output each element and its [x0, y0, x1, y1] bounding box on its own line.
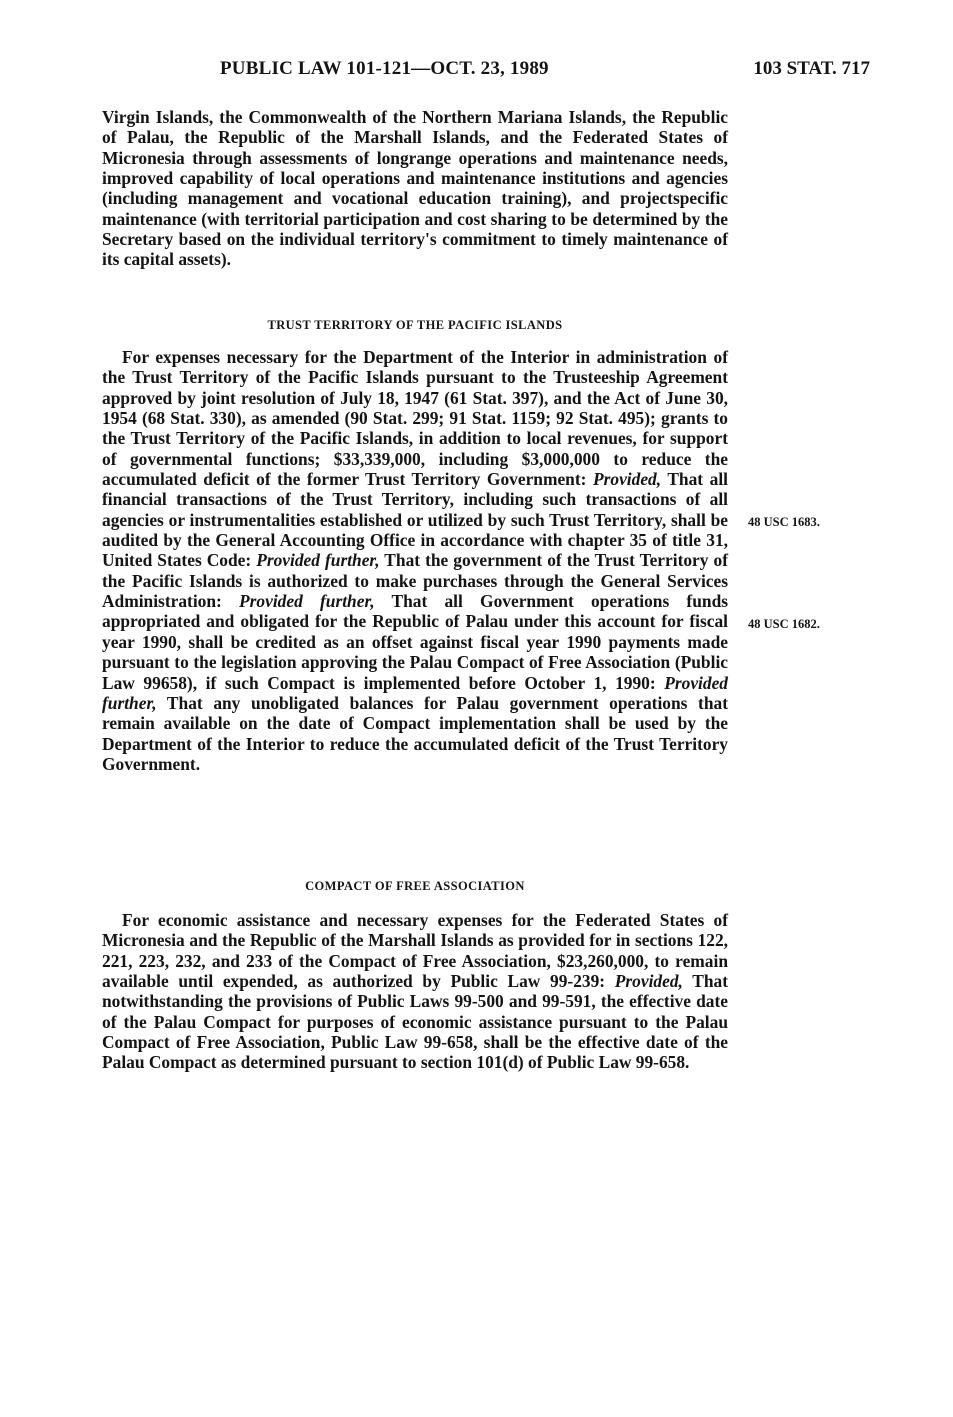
section-heading-compact: COMPACT OF FREE ASSOCIATION — [305, 879, 525, 893]
paragraph-text: Virgin Islands, the Commonwealth of the Northern Mariana Islands, the Republic of Palau, the Republic of the Marshall Islands, and the Federated States of Micronesia through assessments of longrange operations and maintenance needs, improved capability of local operations and maintenance institutions and agencies (including management and vocational education training), and projectspecific maintenance (with territorial participation and cost sharing to be determined by the Secretary based on the individual territory's commitment to timely maintenance of its capital assets). — [102, 107, 728, 270]
paragraph-compact — [102, 910, 728, 1073]
header-stat-page: 103 STAT. 717 — [753, 58, 870, 79]
text-run: For expenses necessary for the Department of the Interior in administration of the Trust Territory of the Pacific Islands pursuant to the Trusteeship Agreement approved by joint resolution of July 18, 1947 (61 Stat. 397), and the Act of June 30, 1954 (68 Stat. 330), as amended (90 Stat. 299; 91 Stat. 1159; 92 Stat. 495); grants to the Trust Territory of the Pacific Islands, in addition to local revenues, for support of governmental functions; $33,339,000, including $3,000,000 to reduce the accumulated deficit of the former Trust Territory Government: — [102, 347, 728, 490]
proviso-italic: Provided, — [614, 971, 683, 992]
paragraph-text — [102, 910, 728, 1073]
text-run: That notwithstanding the provisions of Public Laws 99-500 and 99-591, the effective date of the Palau Compact for purposes of economic assistance pursuant to the Palau Compact of Free Association, Public Law 99-658, shall be the effective date of the Palau Compact as determined pursuant to section 101(d) of Public Law 99-658. — [102, 971, 729, 1073]
text-run: That the government of the Trust Territory of the Pacific Islands is authorized to make purchases through the General Services Administration: — [102, 550, 728, 612]
text-run: That all Government operations funds appropriated and obligated for the Republic of Palau under this account for fiscal year 1990, shall be credited as an offset against fiscal year 1990 payments made pursuant to the legislation approving the Palau Compact of Free Association (Public Law 99658), if such Compact is implemented before October 1, 1990: — [102, 591, 729, 693]
proviso-italic: Provided, — [592, 469, 662, 490]
paragraph-text — [102, 347, 728, 774]
proviso-italic: Provided further, — [256, 550, 380, 571]
text-run: For economic assistance and necessary expenses for the Federated States of Micronesia and the Republic of the Marshall Islands as provided for in sections 122, 221, 223, 232, and 233 of the Compact of Free Association, $23,260,000, to remain available until expended, as authorized by Public Law 99-239: — [102, 910, 728, 992]
section-heading-trust-territory: TRUST TERRITORY OF THE PACIFIC ISLANDS — [267, 318, 563, 332]
proviso-italic: Provided further, — [239, 591, 375, 612]
margin-citation: 48 USC 1683. — [748, 515, 820, 529]
paragraph-continuation — [102, 107, 728, 270]
proviso-italic: Provided further, — [102, 672, 728, 713]
running-header — [100, 58, 870, 88]
margin-citation: 48 USC 1682. — [748, 617, 820, 631]
text-run: That any unobligated balances for Palau government operations that remain available on the date of Compact implementation shall be used by the Department of the Interior to reduce the accumulated deficit of the Trust Territory Government. — [102, 692, 728, 774]
header-public-law: PUBLIC LAW 101-121—OCT. 23, 1989 — [220, 58, 549, 79]
paragraph-trust-territory — [102, 347, 728, 774]
text-run: That all financial transactions of the Trust Territory, including such transactions of all agencies or instrumentalities established or utilized by such Trust Territory, shall be audited by the General Accounting Office in accordance with chapter 35 of title 31, United States Code: — [102, 469, 728, 571]
